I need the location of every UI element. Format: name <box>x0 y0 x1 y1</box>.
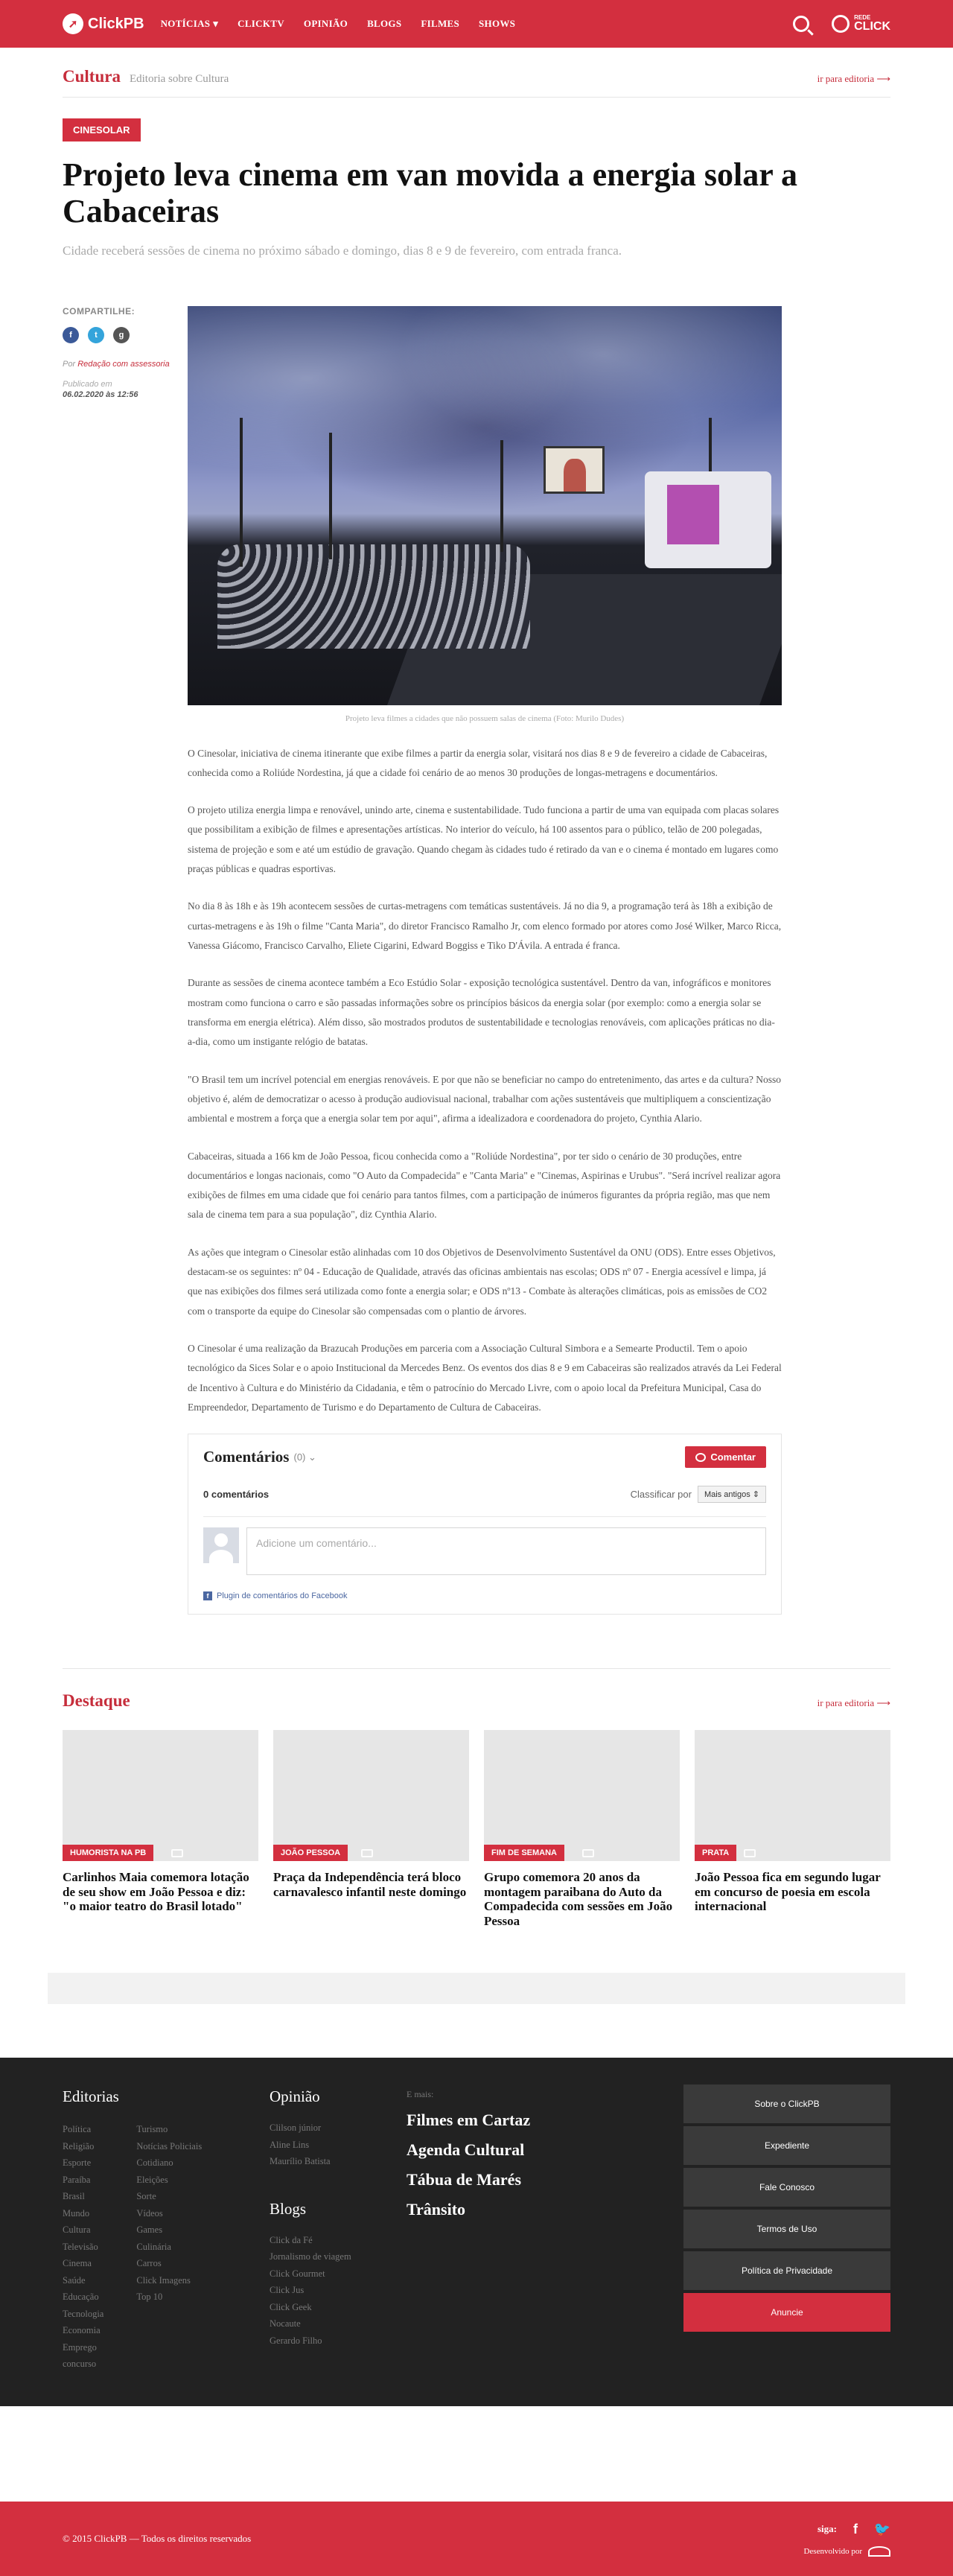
camera-icon <box>744 1849 756 1857</box>
author[interactable]: Redação com assessoria <box>77 359 170 369</box>
footer-mais-link[interactable]: Filmes em Cartaz <box>407 2111 531 2130</box>
card-title[interactable]: Praça da Independência terá bloco carnavalesco infantil neste domingo <box>273 1870 467 1899</box>
article <box>63 306 890 1615</box>
share-icons <box>63 327 188 343</box>
site-logo[interactable] <box>63 13 144 34</box>
footer-mais-link[interactable]: Tábua de Marés <box>407 2170 521 2189</box>
nav-noticias[interactable]: NOTÍCIAS ▾ <box>160 18 219 29</box>
footer <box>0 2058 953 2406</box>
destaque-cards <box>63 1730 890 1928</box>
footer-opiniao-link[interactable]: Aline Lins <box>270 2139 310 2150</box>
footer-editorias <box>63 2087 270 2406</box>
comment-button[interactable]: Comentar <box>685 1446 766 1468</box>
footer-editoria-link[interactable]: Saúde <box>63 2274 86 2286</box>
footer-opiniao-link[interactable]: Clilson júnior <box>270 2122 322 2134</box>
footer-editoria-link[interactable]: Religião <box>63 2140 95 2152</box>
footer-blog-link[interactable]: Nocaute <box>270 2318 301 2329</box>
footer-editoria-link[interactable]: Sorte <box>136 2191 156 2202</box>
paragraph: Cabaceiras, situada a 166 km de João Pessoa, ficou conhecida como a "Roliúde Nordestina", por ter sido o cenário de 30 produções, entre documentários e longas nacionais, como "O Auto da Compadecida" e "Canta Maria" e "Cinemas, Aspirinas e Urubus". "Será incrível realizar agora exibições de filmes em uma cidade que foi cenário para tantos filmes, com a participação de inúmeros figurantes da própria região, mas que nem sala de cinema tem para a sua população", diz Cynthia Alario. <box>188 1150 781 1221</box>
rede-big: CLICK <box>854 20 890 33</box>
destaque-title: Destaque <box>63 1691 130 1711</box>
card-tag: JOÃO PESSOA <box>273 1845 348 1861</box>
footer-buttons <box>683 2084 890 2406</box>
card-image <box>484 1730 680 1861</box>
chevron-down-icon: ⌄ <box>308 1451 316 1463</box>
search-icon[interactable] <box>793 16 809 32</box>
news-card[interactable] <box>484 1730 680 1928</box>
footer-editoria-link[interactable]: Brasil <box>63 2191 85 2202</box>
news-card[interactable] <box>273 1730 469 1928</box>
footer-editoria-link[interactable]: Culinária <box>136 2241 171 2252</box>
footer-mais <box>407 2087 683 2406</box>
copyright: © 2015 ClickPB — Todos os direitos reservados <box>63 2533 252 2544</box>
photo-caption: Projeto leva filmes a cidades que não possuem salas de cinema (Foto: Murilo Dudes) <box>345 713 625 723</box>
footer-editoria-link[interactable]: Economia <box>63 2325 101 2336</box>
developer-credit[interactable]: Desenvolvido por <box>803 2546 890 2557</box>
comments-box <box>188 1434 782 1615</box>
footer-btn-termos[interactable]: Termos de Uso <box>683 2210 890 2248</box>
paragraph: O projeto utiliza energia limpa e renovável, unindo arte, cinema e sustentabilidade. Tudo funciona a partir de uma van equipada com placas solares que possibilitam a exibição de filmes e apresentações artísticas. No interior do veículo, há 100 assentos para o público, telão de 200 polegadas, sistema de projeção e som e até um estúdio de gravação. Quando chegam às cidades tudo é retirado da van e o cinema é montado em lugares como praças públicas e quadras esportivas. <box>188 804 780 875</box>
card-tag: PRATA <box>695 1845 736 1861</box>
article-subtitle: Cidade receberá sessões de cinema no próximo sábado e domingo, dias 8 e 9 de fevereiro, com entrada franca. <box>63 243 622 258</box>
logo-text: ClickPB <box>88 15 144 32</box>
card-title[interactable]: Grupo comemora 20 anos da montagem paraibana do Auto da Compadecida com sessões em João Pessoa <box>484 1870 673 1928</box>
rede-click-logo[interactable] <box>832 15 890 33</box>
footer-editoria-link[interactable]: Notícias Policiais <box>136 2140 203 2152</box>
editoria-link[interactable]: ir para editoria ⟶ <box>817 73 890 84</box>
camera-icon <box>171 1849 183 1857</box>
news-card[interactable] <box>63 1730 258 1928</box>
twitter-icon[interactable]: t <box>88 327 104 343</box>
footer-btn-fale-conosco[interactable]: Fale Conosco <box>683 2168 890 2207</box>
comments-count[interactable]: (0) ⌄ <box>293 1451 316 1463</box>
footer-editoria-link[interactable]: Cinema <box>63 2258 92 2269</box>
footer-editoria-link[interactable]: Top 10 <box>136 2292 163 2303</box>
sort-label: Classificar por <box>630 1489 692 1501</box>
ad-band <box>48 1973 905 2004</box>
nav-filmes[interactable]: FILMES <box>421 18 460 29</box>
footer-blog-link[interactable]: Click Gourmet <box>270 2268 325 2279</box>
footer-mais-link[interactable]: Agenda Cultural <box>407 2140 525 2160</box>
footer-btn-privacidade[interactable]: Política de Privacidade <box>683 2251 890 2290</box>
paragraph: Durante as sessões de cinema acontece também a Eco Estúdio Solar - exposição tecnológica sustentável. Dentro da van, infográficos e monitores mostram como funciona o carro e são passadas informações sobre os princípios básicos da energia solar (por exemplo: como a energia solar se transforma em energia elétrica). Além disso, são mostrados produtos de sustentabilidade e tecnologias renováveis, com aplicações práticas no dia-a-dia, como um instigante relógio de batatas. <box>188 977 775 1048</box>
paragraph: O Cinesolar, iniciativa de cinema itinerante que exibe filmes a partir da energia solar, visitará nos dias 8 e 9 de fevereiro a cidade de Cabaceiras, conhecida como a Roliúde Nordestina, já que a cidade foi cenário de ao menos 30 produções de longas-metragens e documentários. <box>188 747 768 778</box>
footer-editoria-link[interactable]: Tecnologia <box>63 2308 104 2319</box>
sort-select[interactable]: Mais antigos ⇕ <box>698 1486 766 1503</box>
bottom-bar <box>0 2502 953 2576</box>
facebook-icon[interactable]: f <box>853 2521 858 2537</box>
logo-cursor-icon: ➚ <box>63 13 83 34</box>
nav-opiniao[interactable]: OPINIÃO <box>303 18 348 29</box>
nav-clicktv[interactable]: CLICKTV <box>238 18 284 29</box>
google-plus-icon[interactable]: g <box>113 327 130 343</box>
footer-editoria-link[interactable]: concurso <box>63 2359 97 2370</box>
facebook-icon[interactable]: f <box>63 327 79 343</box>
comment-input[interactable]: Adicione um comentário... <box>246 1527 766 1575</box>
footer-editoria-link[interactable]: Esporte <box>63 2157 92 2169</box>
rede-small: REDE <box>854 14 871 21</box>
share-label: COMPARTILHE: <box>63 305 136 317</box>
footer-blog-link[interactable]: Click da Fé <box>270 2234 313 2245</box>
cinema-screen <box>544 446 605 494</box>
footer-editoria-link[interactable]: Emprego <box>63 2341 97 2353</box>
card-tag: HUMORISTA NA PB <box>63 1845 153 1861</box>
section-subtitle: Editoria sobre Cultura <box>129 73 229 85</box>
footer-mais-link[interactable]: Trânsito <box>407 2200 466 2219</box>
footer-editoria-link[interactable]: Games <box>136 2224 163 2236</box>
footer-editoria-link[interactable]: Vídeos <box>136 2207 163 2219</box>
footer-opiniao-link[interactable]: Maurílio Batista <box>270 2156 331 2167</box>
top-navbar <box>0 0 953 48</box>
twitter-icon[interactable]: 🐦 <box>873 2521 891 2537</box>
footer-opiniao <box>270 2087 407 2406</box>
footer-editoria-link[interactable]: Educação <box>63 2292 99 2303</box>
solar-van <box>645 471 771 568</box>
main-nav <box>161 18 516 30</box>
footer-editoria-link[interactable]: Carros <box>136 2258 162 2269</box>
speech-bubble-icon <box>695 1453 706 1462</box>
article-content <box>188 306 782 1615</box>
chevron-down-icon: ▾ <box>213 18 219 29</box>
camera-icon <box>582 1849 594 1857</box>
paragraph: As ações que integram o Cinesolar estão alinhadas com 10 dos Objetivos de Desenvolvimento Sustentável da ONU (ODS). Entre esses Objetivos, destacam-se os seguintes: nº 04 - Educação de Qualidade, através das oficinas ambientais nas escolas; ODS nº 07 - Energia acessível e limpa, já que nas exibições dos filmes será utilizada como fonte a energia solar; e ODS nº13 - Combate às alterações climáticas, pois as emissões de CO2 com o transporte da equipe do Cinesolar são compensadas com o plantio de árvores. <box>188 1246 776 1317</box>
footer-editoria-link[interactable]: Turismo <box>136 2124 168 2135</box>
headline: Projeto leva cinema em van movida a energia solar a Cabaceiras <box>63 156 797 230</box>
footer-opiniao-title: Opinião <box>270 2087 320 2106</box>
footer-mais-label: E mais: <box>407 2089 434 2100</box>
article-photo <box>188 306 782 705</box>
paragraph: "O Brasil tem um incrível potencial em energias renováveis. E por que não se beneficiar no campo do entretenimento, das artes e da cultura? Nosso objetivo é, além de democratizar o acesso à produção audiovisual nacional, trabalhar com ações sustentáveis que multipliquem a conscientização ambiental e mostrem a força que a energia solar tem por aqui", afirma a idealizadora e coordenadora do projeto, Cynthia Alario. <box>188 1073 781 1125</box>
footer-editoria-link[interactable]: Eleições <box>136 2174 168 2185</box>
avatar <box>203 1527 239 1563</box>
published: Publicado em 06.02.2020 às 12:56 <box>63 379 138 399</box>
footer-editoria-link[interactable]: Cultura <box>63 2224 91 2236</box>
camera-icon <box>361 1849 373 1857</box>
card-tag: FIM DE SEMANA <box>484 1845 564 1861</box>
card-image <box>273 1730 469 1861</box>
footer-btn-anuncie[interactable]: Anuncie <box>683 2293 890 2332</box>
footer-blogs-title: Blogs <box>270 2199 307 2218</box>
destaque-header <box>63 1669 890 1730</box>
footer-editoria-link[interactable]: Click Imagens <box>136 2274 191 2286</box>
comments-total: 0 comentários <box>203 1489 270 1501</box>
byline: Por Redação com assessoria <box>63 359 170 369</box>
card-image <box>63 1730 258 1861</box>
article-body <box>188 744 782 1418</box>
footer-blog-link[interactable]: Gerardo Filho <box>270 2335 322 2346</box>
footer-blog-link[interactable]: Click Geek <box>270 2301 312 2312</box>
developer-logo-icon <box>868 2546 890 2557</box>
rede-logo-icon <box>832 15 850 33</box>
footer-editoria-link[interactable]: Mundo <box>63 2207 90 2219</box>
siga-label: siga: <box>817 2523 837 2534</box>
footer-editoria-link[interactable]: Cotidiano <box>136 2157 173 2169</box>
social-follow <box>803 2521 890 2557</box>
nav-shows[interactable]: SHOWS <box>479 18 516 29</box>
published-date: 06.02.2020 às 12:56 <box>63 389 138 399</box>
destaque-link[interactable]: ir para editoria ⟶ <box>817 1697 890 1709</box>
section-header <box>63 48 890 98</box>
footer-editorias-title: Editorias <box>63 2087 119 2106</box>
footer-editoria-link[interactable]: Política <box>63 2124 92 2135</box>
footer-blog-link[interactable]: Click Jus <box>270 2285 305 2296</box>
footer-editoria-link[interactable]: Paraíba <box>63 2174 91 2185</box>
comments-title: Comentários <box>203 1448 290 1466</box>
card-title[interactable]: Carlinhos Maia comemora lotação de seu show em João Pessoa e diz: "o maior teatro do Brasil lotado" <box>63 1870 249 1914</box>
card-image <box>695 1730 890 1861</box>
nav-blogs[interactable]: BLOGS <box>367 18 402 29</box>
news-card[interactable] <box>695 1730 890 1928</box>
paragraph: No dia 8 às 18h e às 19h acontecem sessões de curtas-metragens com temáticas sustentáveis. Já no dia 9, a programação terá às 18h a exibição de curtas-metragens e às 19h o filme "Canta Maria", do diretor Francisco Ramalho Jr, com elenco formado por atores como José Wilker, Marco Ricca, Vanessa Giácomo, Francisco Carvalho, Eliete Cigarini, Edward Boggiss e Tiko D'Ávila. A entrada é franca. <box>188 900 782 952</box>
paragraph: O Cinesolar é uma realização da Brazucah Produções em parceria com a Associação Cultural Simbora e a Semearte Productil. Tem o apoio tecnológico da Sices Solar e o apoio Institucional da Mercedes Benz. Os eventos dos dias 8 e 9 em Cabaceiras são realizados através da Lei Federal de Incentivo à Cultura e do Ministério da Cidadania, e têm o patrocínio do Mercado Livre, com o apoio local da Prefeitura Municipal, Casa do Empreendedor, Departamento de Turismo e do Departamento de Cultura de Cabaceiras. <box>188 1343 782 1413</box>
article-aside <box>63 306 188 1615</box>
footer-btn-expediente[interactable]: Expediente <box>683 2126 890 2165</box>
card-title[interactable]: João Pessoa fica em segundo lugar em concurso de poesia em escola internacional <box>695 1870 881 1914</box>
footer-blog-link[interactable]: Jornalismo de viagem <box>270 2251 351 2262</box>
section-title[interactable]: Cultura <box>63 67 121 86</box>
footer-btn-sobre[interactable]: Sobre o ClickPB <box>683 2084 890 2123</box>
facebook-icon: f <box>203 1591 212 1600</box>
footer-editoria-link[interactable]: Televisão <box>63 2241 98 2252</box>
article-tag[interactable]: CINESOLAR <box>63 118 141 141</box>
facebook-plugin-link[interactable]: f Plugin de comentários do Facebook <box>203 1591 766 1600</box>
